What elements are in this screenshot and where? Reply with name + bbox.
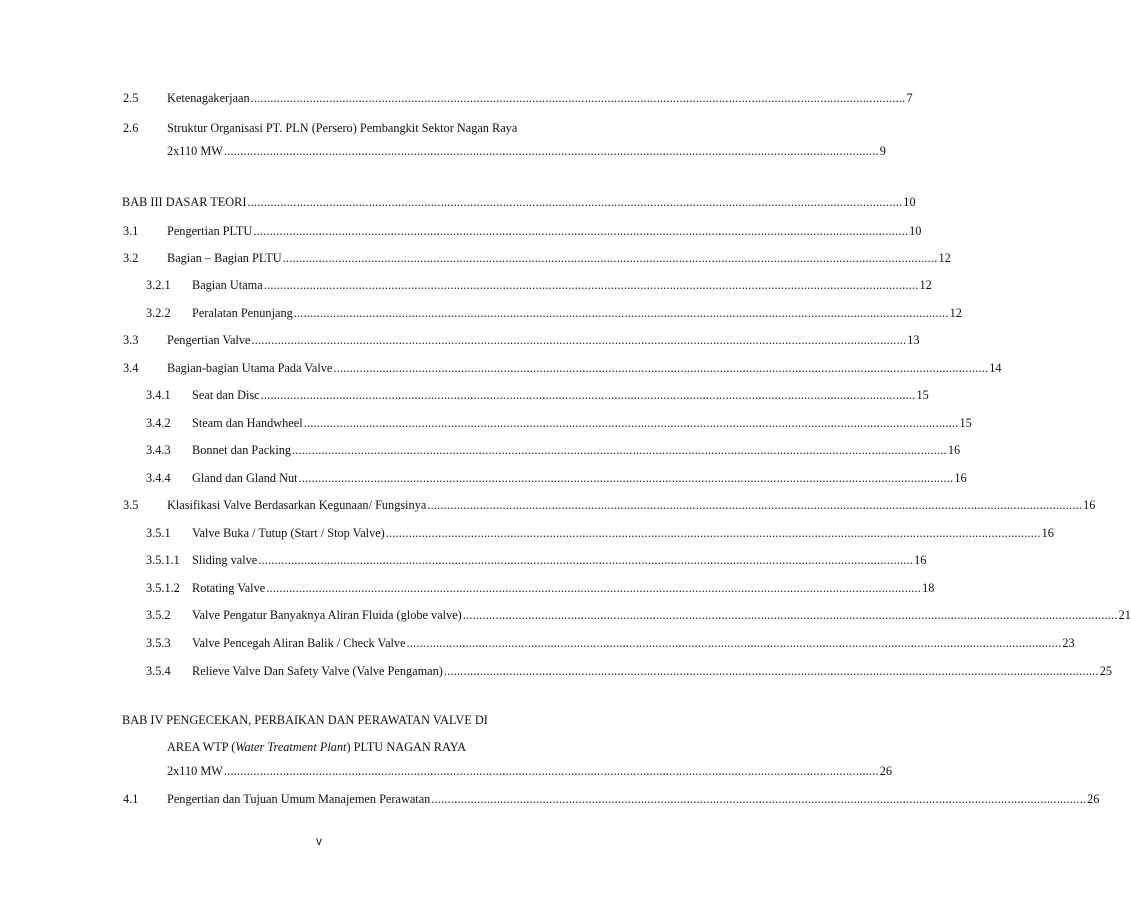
- toc-entry: [167, 142, 886, 160]
- dot-leader: ........................................................................................................................................................................................................: [443, 664, 1099, 678]
- toc-entry: [167, 249, 951, 267]
- toc-title: 2x110 MW: [167, 144, 223, 158]
- dot-leader: ........................................................................................................................................................................................................: [333, 361, 989, 375]
- dot-leader: ........................................................................................................................................................................................................: [385, 526, 1041, 540]
- toc-number: 3.5: [123, 498, 139, 512]
- toc-page: 12: [949, 306, 962, 320]
- toc-title: Sliding valve: [192, 553, 258, 567]
- toc-number: 3.5.4: [146, 664, 171, 678]
- dot-leader: ........................................................................................................................................................................................................: [253, 224, 909, 238]
- dot-leader: ........................................................................................................................................................................................................: [427, 498, 1083, 512]
- toc-title: Steam dan Handwheel: [192, 416, 303, 430]
- toc-number: 3.4.4: [146, 471, 171, 485]
- toc-row: [0, 119, 638, 137]
- toc-number: 3.5.1.2: [146, 581, 180, 595]
- toc-title: Struktur Organisasi PT. PLN (Persero) Pembangkit Sektor Nagan Raya: [167, 121, 518, 135]
- toc-title: Bagian – Bagian PLTU: [167, 251, 282, 265]
- toc-page: 12: [938, 251, 951, 265]
- toc-title: Bagian-bagian Utama Pada Valve: [167, 361, 333, 375]
- toc-page: 16: [914, 553, 927, 567]
- toc-number: 3.5.3: [146, 636, 171, 650]
- toc-row: [0, 606, 1131, 624]
- dot-leader: ........................................................................................................................................................................................................: [223, 144, 879, 158]
- dot-leader: ........................................................................................................................................................................................................: [258, 553, 914, 567]
- toc-title: 2x110 MW: [167, 764, 223, 778]
- toc-row: [0, 89, 913, 107]
- toc-number: 3.1: [123, 224, 139, 238]
- toc-row: [0, 359, 1002, 377]
- dot-leader: ........................................................................................................................................................................................................: [298, 471, 954, 485]
- toc-number: 3.4.3: [146, 443, 171, 457]
- toc-chapter-entry: [122, 193, 916, 211]
- toc-number: 3.5.1.1: [146, 553, 180, 567]
- toc-page: 15: [916, 388, 929, 402]
- toc-row: [0, 711, 638, 729]
- toc-row: [0, 441, 961, 459]
- toc-page: 16: [947, 443, 961, 457]
- toc-title: Pengertian PLTU: [167, 224, 253, 238]
- toc-entry: [167, 331, 920, 349]
- dot-leader: ........................................................................................................................................................................................................: [293, 306, 949, 320]
- toc-number: 2.5: [123, 91, 139, 105]
- toc-title: Pengertian dan Tujuan Umum Manajemen Perawatan: [167, 792, 431, 806]
- toc-entry: [192, 386, 929, 404]
- toc-title: Bagian Utama: [192, 278, 263, 292]
- toc-number: 3.2: [123, 251, 139, 265]
- toc-page: 10: [909, 224, 922, 238]
- toc-number: 2.6: [123, 121, 139, 135]
- toc-title: Valve Pencegah Aliran Balik / Check Valve: [192, 636, 406, 650]
- toc-entry: [167, 762, 893, 780]
- toc-page: 16: [954, 471, 967, 485]
- toc-page: 9: [879, 144, 886, 158]
- toc-entry: [192, 551, 927, 569]
- toc-page: 26: [879, 764, 893, 778]
- toc-entry: [192, 579, 935, 597]
- page-number: v: [316, 836, 322, 848]
- dot-leader: ........................................................................................................................................................................................................: [223, 764, 879, 778]
- toc-number: 3.4: [123, 361, 139, 375]
- toc-number: 3.4.1: [146, 388, 171, 402]
- toc-number: 3.5.1: [146, 526, 171, 540]
- dot-leader: ........................................................................................................................................................................................................: [260, 388, 916, 402]
- toc-number: 3.2.1: [146, 278, 171, 292]
- toc-page: 21: [1118, 608, 1131, 622]
- toc-row: [0, 469, 967, 487]
- dot-leader: ........................................................................................................................................................................................................: [462, 608, 1118, 622]
- toc-chapter-title: BAB IV PENGECEKAN, PERBAIKAN DAN PERAWATAN VALVE DI: [122, 713, 488, 727]
- dot-leader: ........................................................................................................................................................................................................: [303, 416, 959, 430]
- toc-row: [0, 304, 962, 322]
- toc-row: [0, 276, 932, 294]
- toc-entry: [192, 524, 1054, 542]
- toc-row: [0, 193, 916, 211]
- toc-title: BAB III DASAR TEORI: [122, 195, 247, 209]
- toc-row: [0, 496, 1096, 514]
- toc-page: 13: [907, 333, 920, 347]
- toc-row: [0, 249, 951, 267]
- toc-title: Rotating Valve: [192, 581, 266, 595]
- toc-chapter-title-cont: [167, 738, 466, 756]
- toc-entry: [192, 634, 1075, 652]
- title-italic: Water Treatment Plant: [235, 740, 347, 754]
- toc-row: [0, 386, 929, 404]
- toc-title: Valve Pengatur Banyaknya Aliran Fluida (globe valve): [192, 608, 462, 622]
- toc-entry: [192, 606, 1131, 624]
- toc-title: Klasifikasi Valve Berdasarkan Kegunaan/ Fungsinya: [167, 498, 427, 512]
- toc-row: [0, 142, 886, 160]
- toc-title: Relieve Valve Dan Safety Valve (Valve Pengaman): [192, 664, 443, 678]
- toc-entry: [167, 790, 1100, 808]
- dot-leader: ........................................................................................................................................................................................................: [251, 333, 907, 347]
- toc-entry: [192, 469, 967, 487]
- toc-entry: [167, 359, 1002, 377]
- toc-title: Pengertian Valve: [167, 333, 251, 347]
- toc-number: 3.3: [123, 333, 139, 347]
- toc-row: [0, 634, 1075, 652]
- toc-row: [0, 551, 927, 569]
- dot-leader: ........................................................................................................................................................................................................: [431, 792, 1087, 806]
- toc-number: 4.1: [123, 792, 139, 806]
- toc-page: 14: [989, 361, 1002, 375]
- toc-page: 7: [906, 91, 913, 105]
- toc-title: Ketenagakerjaan: [167, 91, 250, 105]
- toc-row: [0, 579, 935, 597]
- toc-row: [0, 790, 1100, 808]
- dot-leader: ........................................................................................................................................................................................................: [266, 581, 922, 595]
- toc-row: [0, 331, 920, 349]
- dot-leader: ........................................................................................................................................................................................................: [406, 636, 1062, 650]
- toc-entry: [192, 276, 932, 294]
- toc-entry: [192, 441, 961, 459]
- toc-number: 3.2.2: [146, 306, 171, 320]
- toc-row: [0, 524, 1054, 542]
- toc-page: 15: [959, 416, 972, 430]
- toc-entry: [167, 89, 913, 107]
- dot-leader: ........................................................................................................................................................................................................: [250, 91, 906, 105]
- toc-number: 3.5.2: [146, 608, 171, 622]
- toc-page: 12: [919, 278, 932, 292]
- toc-title: Bonnet dan Packing: [192, 443, 292, 457]
- toc-title: Seat dan Disc: [192, 388, 260, 402]
- dot-leader: ........................................................................................................................................................................................................: [282, 251, 938, 265]
- toc-entry: [167, 496, 1096, 514]
- toc-entry: [192, 662, 1113, 680]
- toc-page: 16: [1083, 498, 1096, 512]
- toc-title: Gland dan Gland Nut: [192, 471, 298, 485]
- title-suffix: ) PLTU NAGAN RAYA: [346, 740, 467, 754]
- title-prefix: AREA WTP (: [167, 740, 236, 754]
- toc-title: Valve Buka / Tutup (Start / Stop Valve): [192, 526, 385, 540]
- toc-page: 23: [1062, 636, 1075, 650]
- toc-row: [0, 662, 1113, 680]
- toc-entry: [167, 222, 922, 240]
- toc-page: 10: [903, 195, 916, 209]
- toc-entry: [192, 414, 972, 432]
- dot-leader: ........................................................................................................................................................................................................: [263, 278, 919, 292]
- toc-entry: [192, 304, 962, 322]
- toc-title: Peralatan Penunjang: [192, 306, 293, 320]
- toc-row: [0, 738, 638, 756]
- toc-page: 16: [1041, 526, 1054, 540]
- toc-row: [0, 762, 893, 780]
- dot-leader: ........................................................................................................................................................................................................: [247, 195, 903, 209]
- toc-row: [0, 414, 972, 432]
- toc-number: 3.4.2: [146, 416, 171, 430]
- toc-page: 26: [1087, 792, 1100, 806]
- toc-page: 18: [922, 581, 935, 595]
- toc-row: [0, 222, 922, 240]
- toc-page: 25: [1099, 664, 1113, 678]
- dot-leader: ........................................................................................................................................................................................................: [292, 443, 947, 457]
